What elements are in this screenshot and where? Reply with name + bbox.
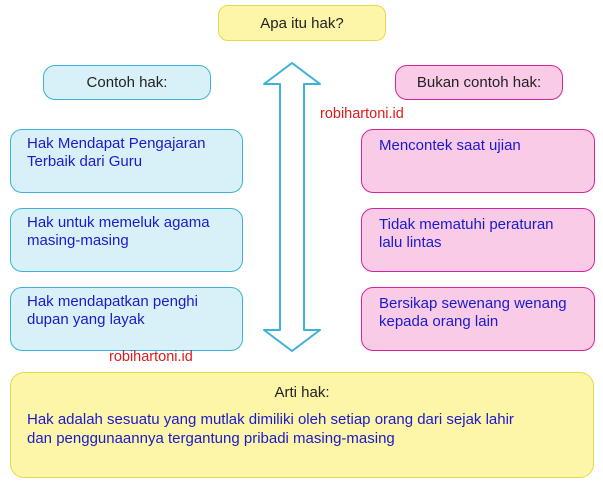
definition-text [27,411,573,448]
example-item-3-line1: Hak mendapatkan penghi [27,293,198,310]
examples-header [43,65,211,100]
definition-title: Arti hak: [274,384,330,401]
non-example-item-3-line1: Bersikap sewenang wenang [379,295,567,312]
non-example-item-2-line2: lalu lintas [379,234,442,251]
example-item-2-line2: masing-masing [27,232,129,249]
title-box [218,5,386,41]
non-example-item-2-line1: Tidak mematuhi peraturan [379,216,554,233]
non-example-item-3-line2: kepada orang lain [379,313,499,330]
definition-line1: Hak adalah sesuatu yang mutlak dimiliki oleh setiap orang dari sejak lahir [27,411,514,428]
diagram-title: Apa itu hak? [260,14,344,32]
non-examples-header [395,65,563,100]
definition-line2: dan penggunaannya tergantung pribadi masing-masing [27,429,395,447]
watermark-bottom: robihartoni.id [109,349,193,365]
example-item-2-line1: Hak untuk memeluk agama [27,214,210,231]
example-item-1 [10,129,243,193]
example-item-1-line1: Hak Mendapat Pengajaran [27,135,206,152]
example-item-1-line2: Terbaik dari Guru [27,153,143,170]
watermark-top: robihartoni.id [320,106,404,122]
examples-header-label: Contoh hak: [86,74,168,91]
non-example-item-1-line1: Mencontek saat ujian [379,137,521,154]
non-example-item-2 [361,208,595,272]
example-item-3-line2: dupan yang layak [27,311,145,328]
example-item-2 [10,208,243,272]
example-item-3 [10,287,243,351]
double-arrow-icon [262,60,322,354]
non-examples-header-label: Bukan contoh hak: [416,74,542,91]
non-example-item-3 [361,287,595,351]
non-example-item-1 [361,129,595,193]
definition-box [10,372,594,478]
